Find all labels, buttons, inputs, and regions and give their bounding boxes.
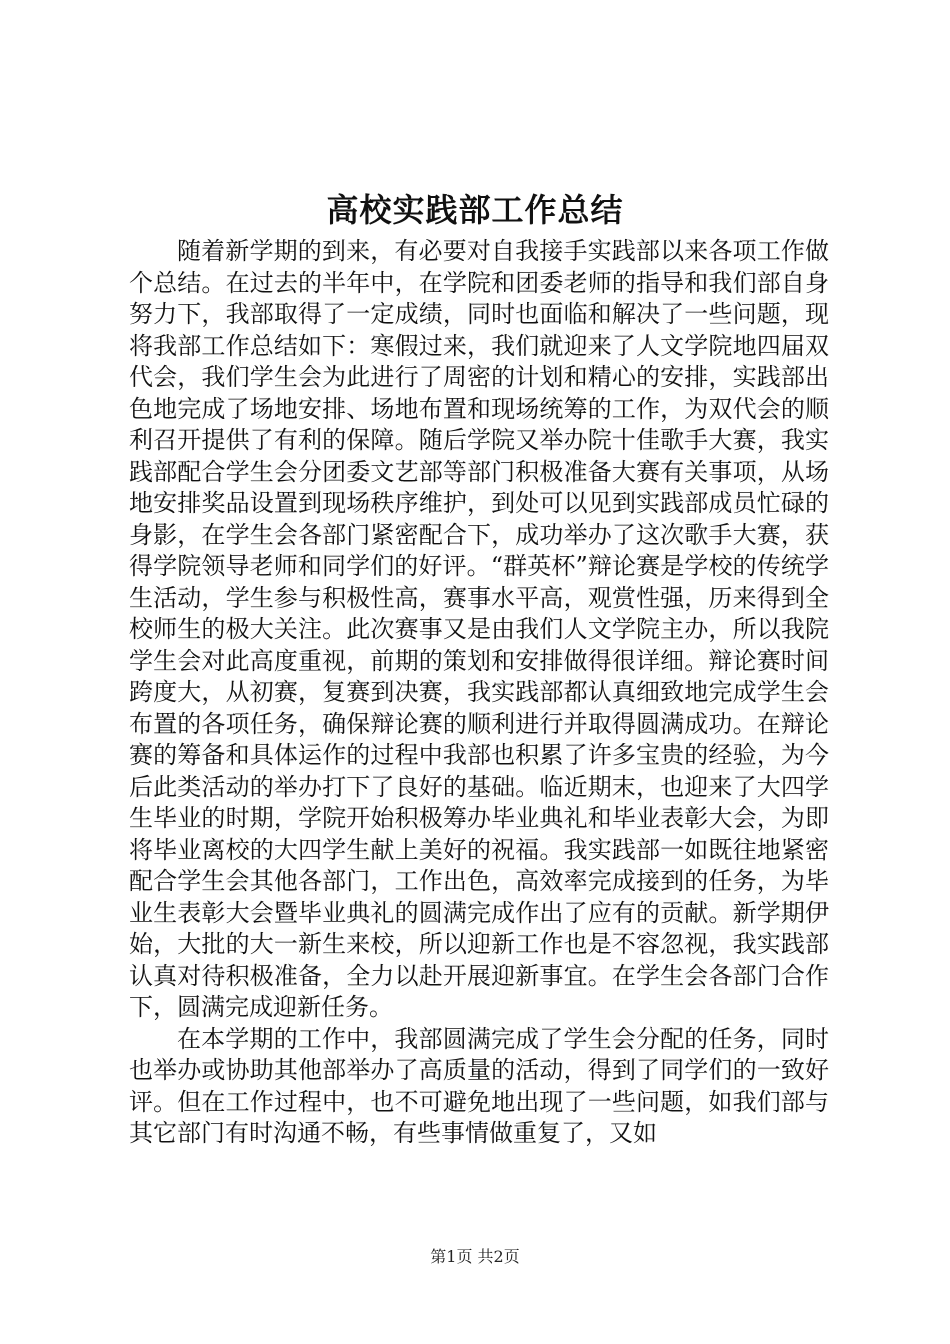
document-title: 高校实践部工作总结 [326, 191, 624, 229]
body-paragraph-2: 在本学期的工作中，我部圆满完成了学生会分配的任务，同时也举办或协助其他部举办了高质量的活动，得到了同学们的一致好评。但在工作过程中，也不可避免地出现了一些问题，如我们部与其它部门有时沟通不畅，有些事情做重复了，又如 [129, 1024, 829, 1147]
document-body [129, 236, 829, 1150]
body-paragraph-1: 随着新学期的到来，有必要对自我接手实践部以来各项工作做个总结。在过去的半年中，在学院和团委老师的指导和我们部自身努力下，我部取得了一定成绩，同时也面临和解决了一些问题，现将我部工作总结如下：寒假过来，我们就迎来了人文学院地四届双代会，我们学生会为此进行了周密的计划和精心的安排，实践部出色地完成了场地安排、场地布置和现场统筹的工作，为双代会的顺利召开提供了有利的保障。随后学院又举办院十佳歌手大赛，我实践部配合学生会分团委文艺部等部门积极准备大赛有关事项，从场地安排奖品设置到现场秩序维护，到处可以见到实践部成员忙碌的身影，在学生会各部门紧密配合下，成功举办了这次歌手大赛，获得学院领导老师和同学们的好评。“群英杯”辩论赛是学校的传统学生活动，学生参与积极性高，赛事水平高，观赏性强，历来得到全校师生的极大关注。此次赛事又是由我们人文学院主办，所以我院学生会对此高度重视，前期的策划和安排做得很详细。辩论赛时间跨度大，从初赛，复赛到决赛，我实践部都认真细致地完成学生会布置的各项任务，确保辩论赛的顺利进行并取得圆满成功。在辩论赛的筹备和具体运作的过程中我部也积累了许多宝贵的经验，为今后此类活动的举办打下了良好的基础。临近期末，也迎来了大四学生毕业的时期，学院开始积极筹办毕业典礼和毕业表彰大会，为即将毕业离校的大四学生献上美好的祝福。我实践部一如既往地紧密配合学生会其他各部门，工作出色，高效率完成接到的任务，为毕业生表彰大会暨毕业典礼的圆满完成作出了应有的贡献。新学期伊始，大批的大一新生来校，所以迎新工作也是不容忽视，我实践部认真对待积极准备，全力以赴开展迎新事宜。在学生会各部门合作下，圆满完成迎新任务。 [129, 237, 829, 1021]
page-number-footer: 第1页 共2页 [430, 1247, 520, 1266]
